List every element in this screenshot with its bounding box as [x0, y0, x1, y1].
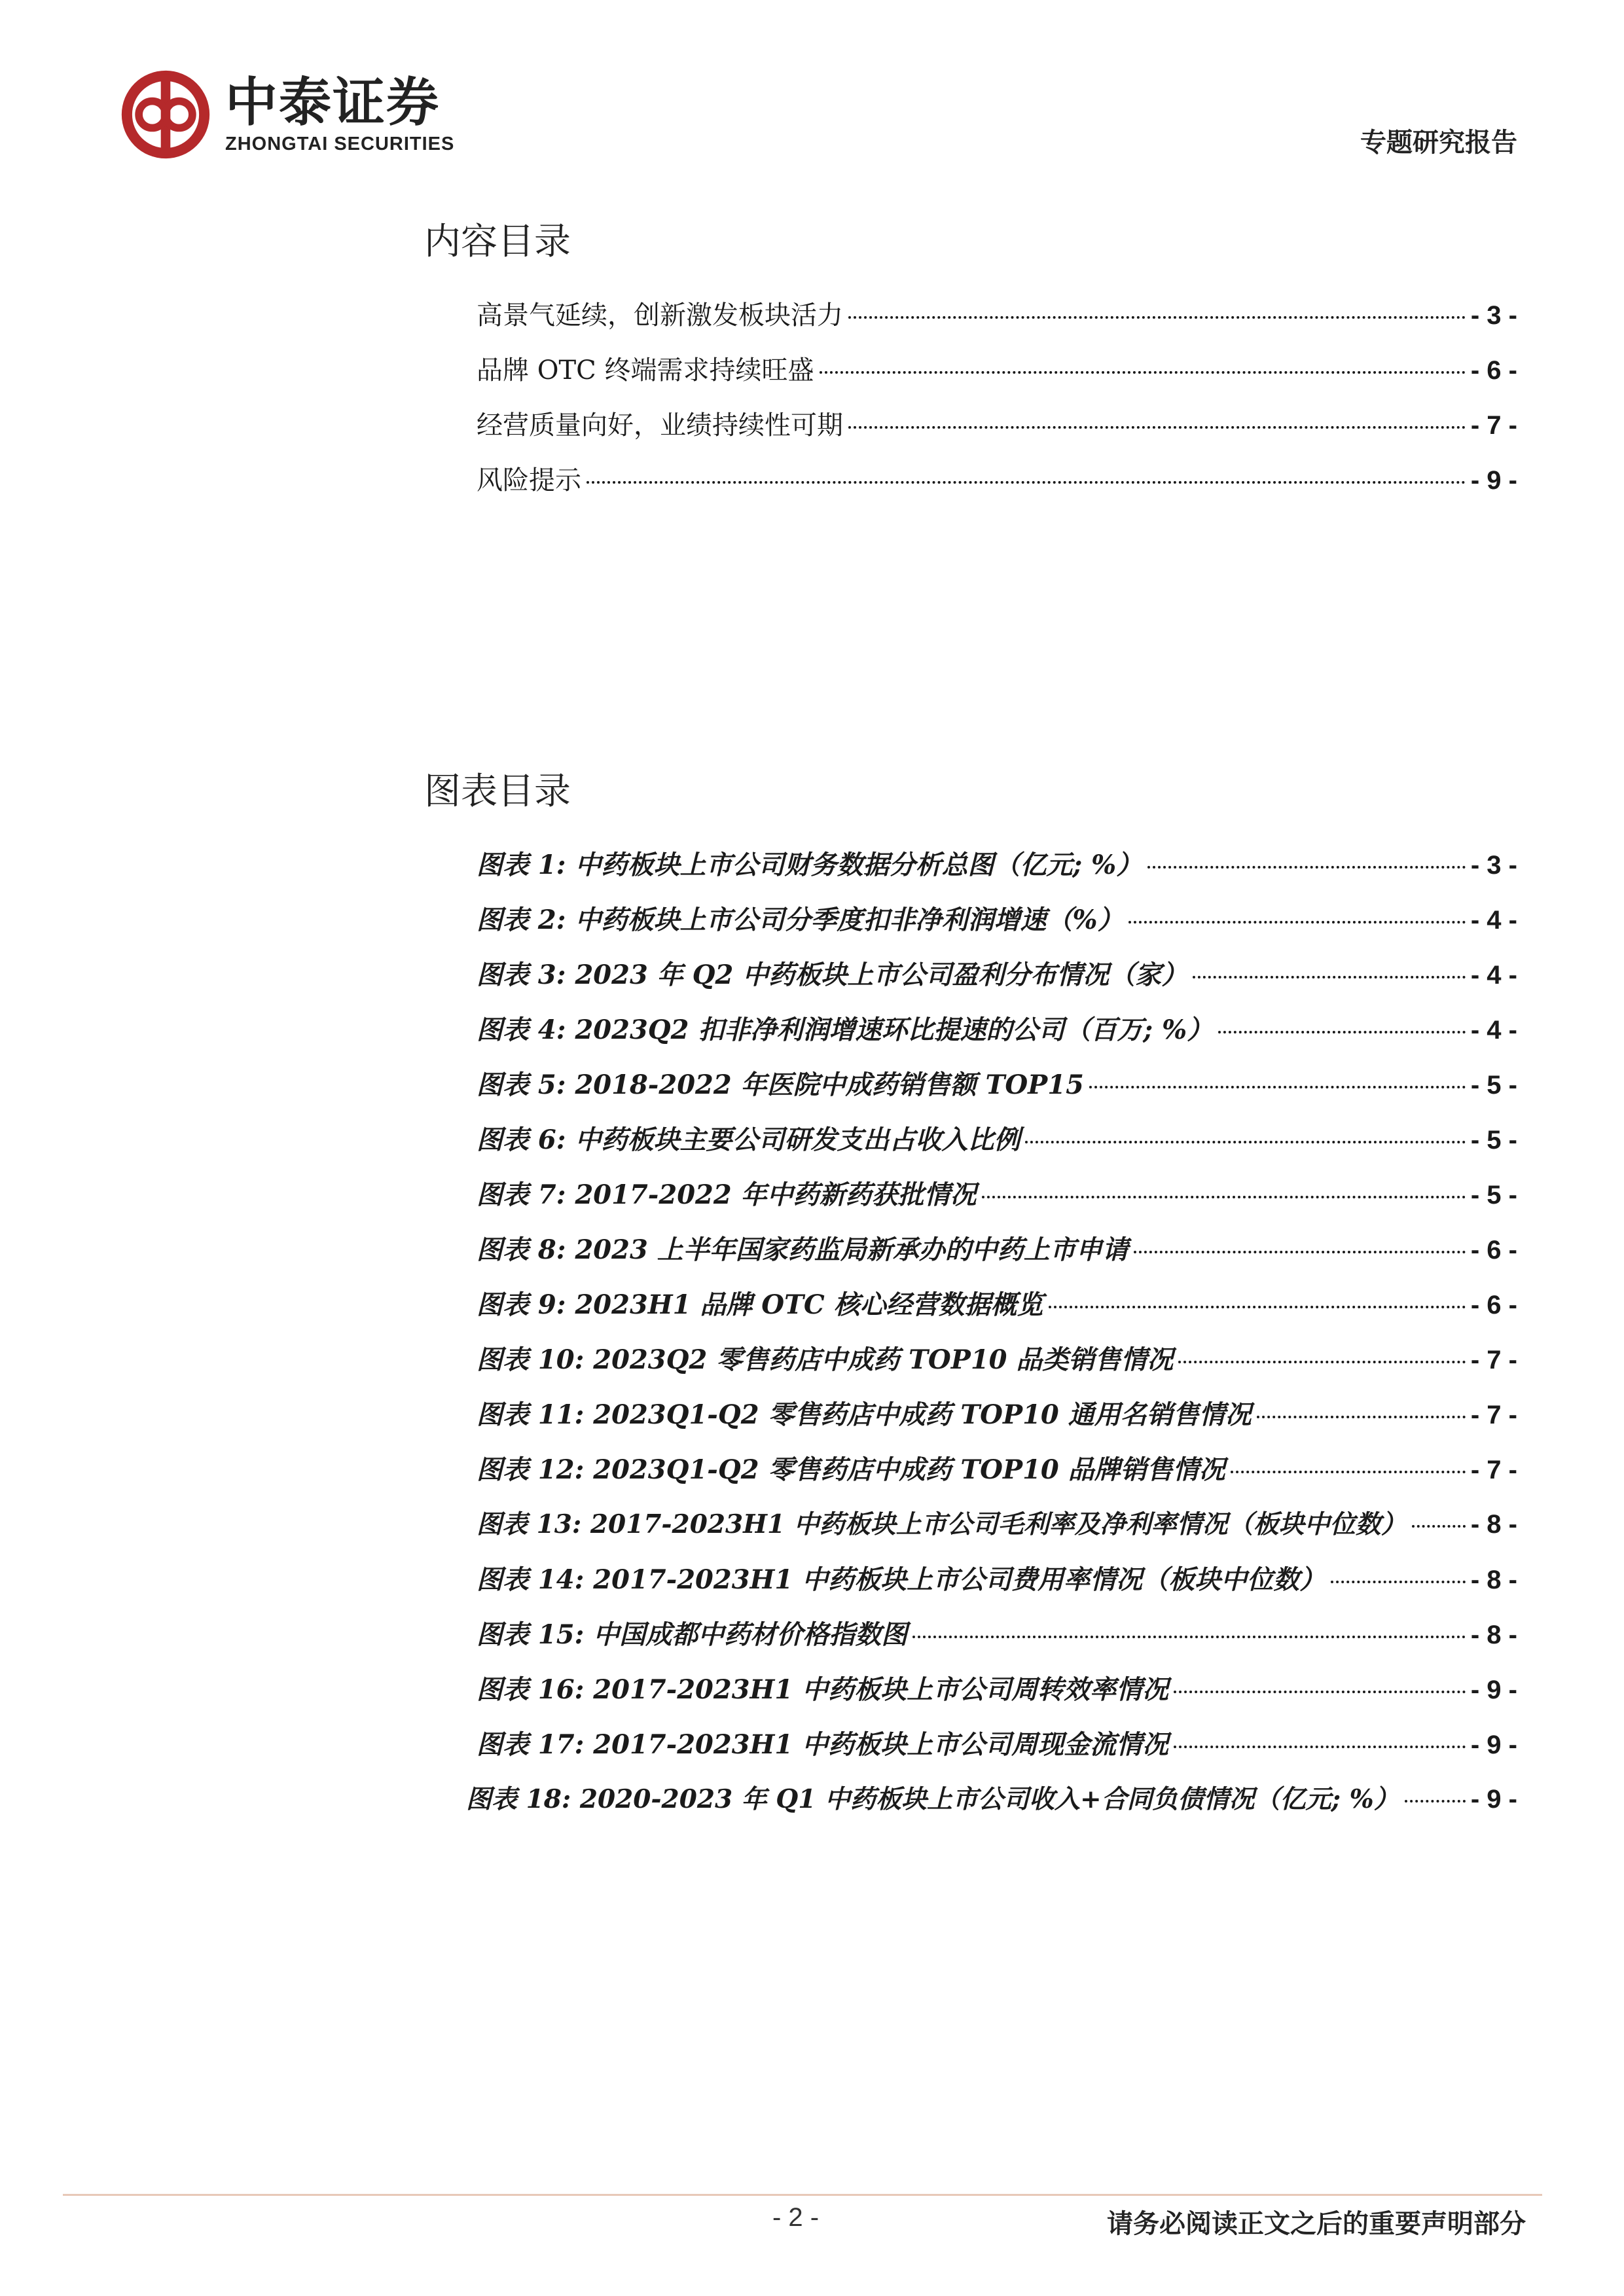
dot-leader	[912, 1636, 1466, 1638]
toc-entry-title: 图表 15: 中国成都中药材价格指数图	[477, 1619, 908, 1650]
toc-entry[interactable]	[477, 1394, 1517, 1433]
toc-page-number: - 6 -	[1470, 1236, 1517, 1265]
toc-page-number: - 9 -	[1470, 466, 1517, 495]
toc-entry-title: 图表 18: 2020-2023 年 Q1 中药板块上市公司收入+合同负债情况（亿元; %）	[466, 1784, 1399, 1814]
dot-leader	[982, 1196, 1466, 1198]
toc-page-number: - 3 -	[1470, 301, 1517, 330]
toc-entry[interactable]	[477, 899, 1517, 939]
toc-entry[interactable]	[477, 459, 1517, 499]
dot-leader	[1134, 1251, 1466, 1253]
toc-entry[interactable]	[477, 1229, 1517, 1268]
dot-leader	[1412, 1525, 1466, 1528]
dot-leader	[586, 481, 1466, 484]
dot-leader	[1128, 921, 1465, 924]
toc-entry-title: 图表 14: 2017-2023H1 中药板块上市公司费用率情况（板块中位数）	[477, 1564, 1326, 1595]
toc-entry[interactable]	[477, 1449, 1517, 1488]
toc-page-number: - 8 -	[1470, 1566, 1517, 1594]
toc-page-number: - 9 -	[1470, 1731, 1517, 1759]
toc-entry[interactable]	[477, 295, 1517, 334]
toc-entry[interactable]	[477, 1669, 1517, 1708]
dot-leader	[1174, 1746, 1466, 1748]
footer-divider	[63, 2194, 1542, 2196]
toc-entry[interactable]	[477, 350, 1517, 389]
toc-page-number: - 4 -	[1470, 961, 1517, 990]
toc-entry-title: 图表 1: 中药板块上市公司财务数据分析总图（亿元; %）	[477, 850, 1143, 880]
report-type-label: 专题研究报告	[1360, 127, 1517, 158]
toc-page-number: - 7 -	[1470, 1456, 1517, 1484]
toc-page-number: - 5 -	[1470, 1071, 1517, 1100]
dot-leader	[820, 371, 1466, 374]
dot-leader	[1147, 866, 1466, 869]
toc-page-number: - 8 -	[1470, 1510, 1517, 1539]
toc-entry-title: 图表 8: 2023 上半年国家药监局新承办的中药上市申请	[477, 1234, 1128, 1265]
toc-entry-title: 图表 5: 2018-2022 年医院中成药销售额 TOP15	[477, 1069, 1084, 1100]
logo-chinese-name: 中泰证券	[225, 71, 440, 133]
toc-entry-title: 图表 3: 2023 年 Q2 中药板块上市公司盈利分布情况（家）	[477, 960, 1188, 990]
dot-leader	[1025, 1141, 1465, 1143]
toc-entry-title: 图表 11: 2023Q1-Q2 零售药店中成药 TOP10 通用名销售情况	[477, 1399, 1252, 1430]
toc-entry-title: 图表 13: 2017-2023H1 中药板块上市公司毛利率及净利率情况（板块中位数）	[477, 1509, 1407, 1539]
figures-title: 图表目录	[424, 770, 571, 813]
toc-entry[interactable]	[477, 1174, 1517, 1213]
toc-entry[interactable]	[477, 1504, 1517, 1543]
toc-entry-title: 经营质量向好，业绩持续性可期	[477, 410, 843, 440]
dot-leader	[1193, 976, 1466, 978]
toc-entry-title: 高景气延续，创新激发板块活力	[477, 300, 843, 331]
toc-entry[interactable]	[477, 844, 1517, 884]
zhongtai-logo-icon	[118, 67, 213, 162]
toc-page-number: - 8 -	[1470, 1621, 1517, 1649]
toc-entry[interactable]	[477, 954, 1517, 994]
toc-entry-title: 图表 7: 2017-2022 年中药新药获批情况	[477, 1179, 977, 1210]
toc-page-number: - 7 -	[1470, 411, 1517, 440]
dot-leader	[1331, 1581, 1466, 1583]
toc-entry[interactable]	[477, 1559, 1517, 1598]
toc-entry-title: 图表 12: 2023Q1-Q2 零售药店中成药 TOP10 品牌销售情况	[477, 1454, 1225, 1485]
dot-leader	[1257, 1416, 1466, 1418]
toc-page-number: - 5 -	[1470, 1126, 1517, 1155]
toc-page-number: - 4 -	[1470, 1016, 1517, 1045]
toc-page-number: - 7 -	[1470, 1401, 1517, 1429]
toc-entry[interactable]	[477, 1009, 1517, 1049]
toc-entry[interactable]	[477, 1284, 1517, 1323]
toc-page-number: - 9 -	[1470, 1785, 1517, 1814]
toc-entry[interactable]	[477, 1724, 1517, 1763]
toc-entry-title: 图表 16: 2017-2023H1 中药板块上市公司周转效率情况	[477, 1674, 1169, 1705]
toc-entry[interactable]	[477, 1614, 1517, 1653]
toc-entry-title: 图表 10: 2023Q2 零售药店中成药 TOP10 品类销售情况	[477, 1344, 1174, 1375]
dot-leader	[1049, 1306, 1466, 1308]
toc-page-number: - 4 -	[1470, 906, 1517, 935]
toc-entry[interactable]	[477, 1339, 1517, 1378]
dot-leader	[1231, 1471, 1466, 1473]
toc-entry-title: 图表 4: 2023Q2 扣非净利润增速环比提速的公司（百万; %）	[477, 1014, 1214, 1045]
dot-leader	[1178, 1361, 1465, 1363]
contents-title: 内容目录	[424, 221, 571, 263]
toc-page-number: - 6 -	[1470, 1291, 1517, 1319]
disclaimer-note: 请务必阅读正文之后的重要声明部分	[1107, 2208, 1526, 2239]
toc-entry-title: 图表 2: 中药板块上市公司分季度扣非净利润增速（%）	[477, 905, 1124, 935]
toc-page-number: - 5 -	[1470, 1181, 1517, 1210]
toc-entry[interactable]	[466, 1779, 1517, 1818]
dot-leader	[1405, 1800, 1466, 1803]
toc-entry[interactable]	[477, 1064, 1517, 1103]
toc-page-number: - 7 -	[1470, 1346, 1517, 1374]
toc-entry-title: 风险提示	[477, 465, 581, 495]
dot-leader	[848, 426, 1466, 429]
toc-page-number: - 3 -	[1470, 851, 1517, 880]
toc-entry-title: 品牌 OTC 终端需求持续旺盛	[477, 355, 814, 386]
dot-leader	[1218, 1031, 1466, 1033]
toc-entry-title: 图表 6: 中药板块主要公司研发支出占收入比例	[477, 1124, 1020, 1155]
toc-entry[interactable]	[477, 404, 1517, 444]
dot-leader	[1174, 1691, 1466, 1693]
toc-page-number: - 6 -	[1470, 356, 1517, 385]
toc-page-number: - 9 -	[1470, 1676, 1517, 1704]
toc-entry-title: 图表 17: 2017-2023H1 中药板块上市公司周现金流情况	[477, 1729, 1169, 1760]
toc-entry[interactable]	[477, 1119, 1517, 1158]
company-logo	[118, 65, 454, 164]
toc-entry-title: 图表 9: 2023H1 品牌 OTC 核心经营数据概览	[477, 1289, 1043, 1320]
dot-leader	[1089, 1086, 1466, 1088]
dot-leader	[848, 316, 1466, 319]
page-number: - 2 -	[772, 2203, 820, 2232]
logo-english-name: ZHONGTAI SECURITIES	[225, 133, 455, 154]
